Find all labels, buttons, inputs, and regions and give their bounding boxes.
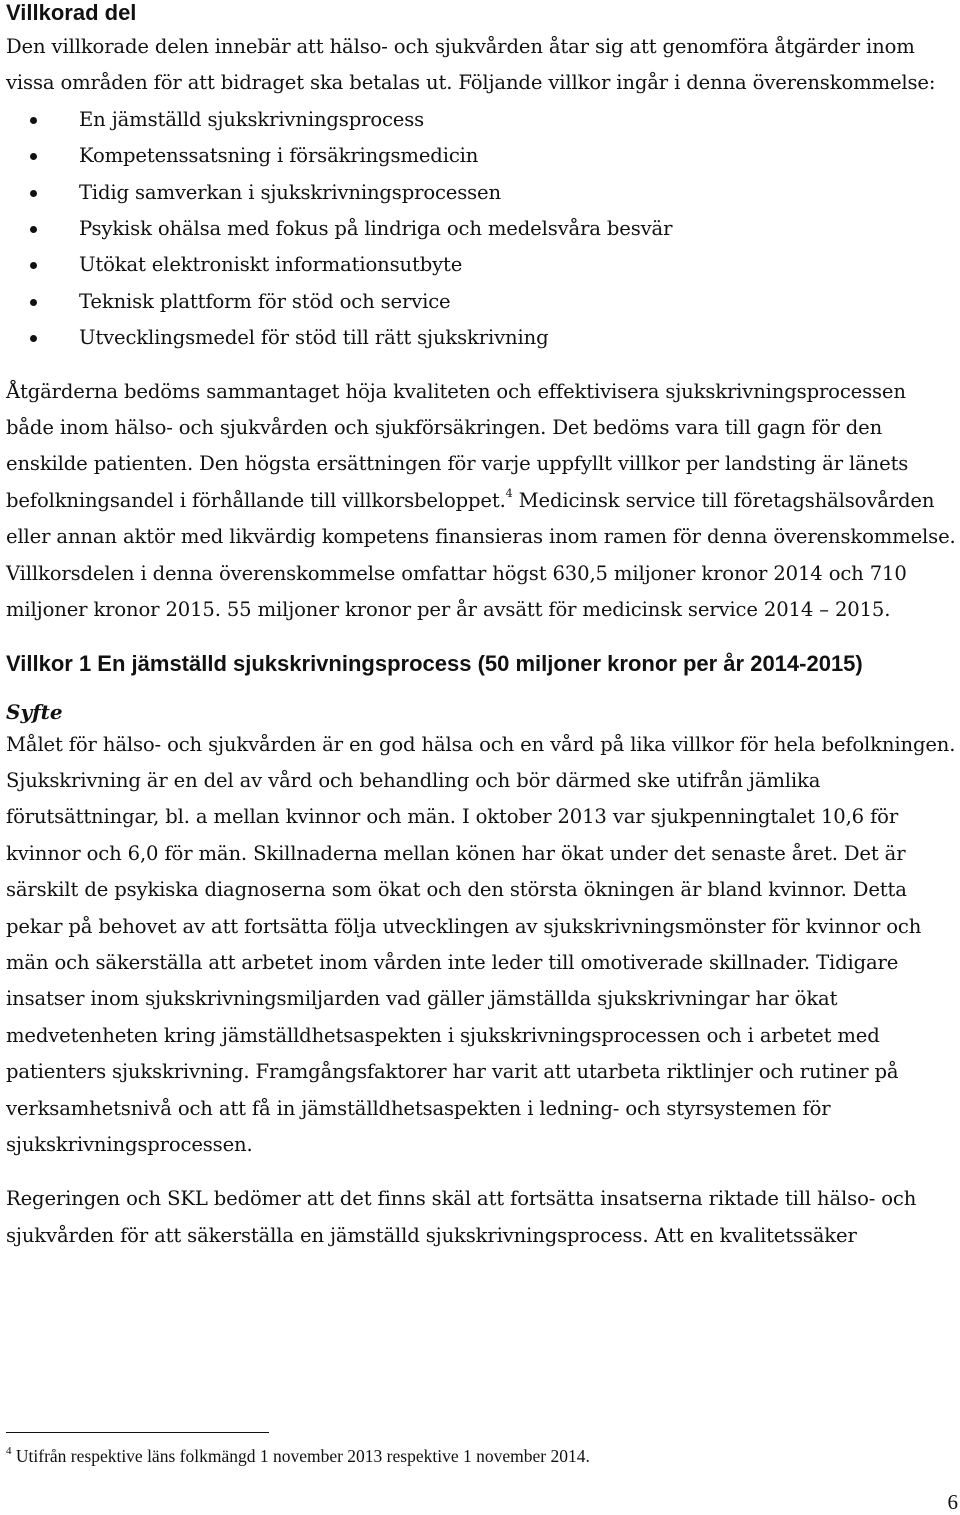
list-item (6, 320, 956, 356)
condition-label: Kompetenssatsning i försäkringsmedicin (79, 144, 479, 168)
assessment-continuation: Medicinsk service till företagshälsovården eller annan aktör med likvärdig kompetens finansieras inom ramen för denna överenskommelse. Villkorsdelen i denna överenskommelse omfattar högst 630,5 miljoner kronor 2014 och 710 miljoner kronor 2015. 55 miljoner kronor per år avsätt för medicinsk service 2014 – 2015. (6, 488, 956, 622)
list-item (6, 284, 956, 320)
list-item (6, 138, 956, 174)
list-item (6, 211, 956, 247)
condition-label: Utökat elektroniskt informationsutbyte (79, 253, 463, 277)
bullet-icon (30, 117, 37, 124)
intro-paragraph: Den villkorade delen innebär att hälso- och sjukvården åtar sig att genomföra åtgärder inom vissa områden för att bidraget ska betalas ut. Följande villkor ingår i denna överenskommelse: (6, 35, 936, 95)
syfte-paragraph: Målet för hälso- och sjukvården är en god hälsa och en vård på lika villkor för hela befolkningen. Sjukskrivning är en del av vård och behandling och bör därmed ske utifrån jämlika förutsättningar, bl. a mellan kvinnor och män. I oktober 2013 var sjukpenningtalet 10,6 för kvinnor och 6,0 för män. Skillnaderna mellan könen har ökat under det senaste året. Det är särskilt de psykiska diagnoserna som ökat och den största ökningen är bland kvinnor. Detta pekar på behovet av att fortsätta följa utvecklingen av sjukskrivningsmönster för kvinnor och män och säkerställa att arbetet inom vården inte leder till omotiverade skillnader. Tidigare insatser inom sjukskrivningsmiljarden vad gäller jämställda sjukskrivningar har ökat medvetenheten kring jämställdhetsaspekten i sjukskrivningsprocessen och i arbetet med patienters sjukskrivning. Framgångsfaktorer har varit att utarbeta riktlinjer och rutiner på verksamhetsnivå och att få in jämställdhetsaspekten i ledning- och styrsystemen för sjukskrivningsprocessen. (6, 732, 956, 1156)
condition-label: Utvecklingsmedel för stöd till rätt sjukskrivning (79, 326, 549, 350)
condition-label: Tidig samverkan i sjukskrivningsprocessen (79, 180, 501, 204)
footnote (6, 1444, 590, 1468)
footnote-reference[interactable]: 4 (505, 486, 513, 500)
syfte-heading: Syfte (6, 699, 63, 724)
bullet-icon (30, 262, 37, 269)
list-item (6, 247, 956, 283)
bullet-icon (30, 190, 37, 197)
assessment-paragraph (6, 374, 956, 629)
bullet-icon (30, 153, 37, 160)
closing-paragraph: Regeringen och SKL bedömer att det finns skäl att fortsätta insatserna riktade till hälso- och sjukvården för att säkerställa en jämställd sjukskrivningsprocess. Att en kvalitetssäker (6, 1187, 917, 1247)
condition-label: En jämställd sjukskrivningsprocess (79, 107, 425, 131)
document-page (6, 0, 956, 1254)
condition-label: Psykisk ohälsa med fokus på lindriga och medelsvåra besvär (79, 217, 673, 241)
list-item (6, 175, 956, 211)
footnote-text: Utifrån respektive läns folkmängd 1 november 2013 respektive 1 november 2014. (15, 1446, 590, 1466)
bullet-icon (30, 335, 37, 342)
bullet-icon (30, 299, 37, 306)
conditions-list (6, 102, 956, 357)
footnote-divider (6, 1432, 269, 1433)
section-title: Villkorad del (6, 0, 137, 25)
condition-1-heading: Villkor 1 En jämställd sjukskrivningsprocess (50 miljoner kronor per år 2014-2015) (6, 650, 863, 676)
list-item (6, 102, 956, 138)
page-number: 6 (947, 1490, 958, 1514)
assessment-text: Åtgärderna bedöms sammantaget höja kvaliteten och effektivisera sjukskrivningsprocessen både inom hälso- och sjukvården och sjukförsäkringen. Det bedöms vara till gagn för den enskilde patienten. Den högsta ersättningen för varje uppfyllt villkor per landsting är länets befolkningsandel i förhållande till villkorsbeloppet. (6, 379, 909, 512)
footnote-number: 4 (6, 1445, 12, 1457)
condition-label: Teknisk plattform för stöd och service (79, 289, 451, 313)
bullet-icon (30, 226, 37, 233)
